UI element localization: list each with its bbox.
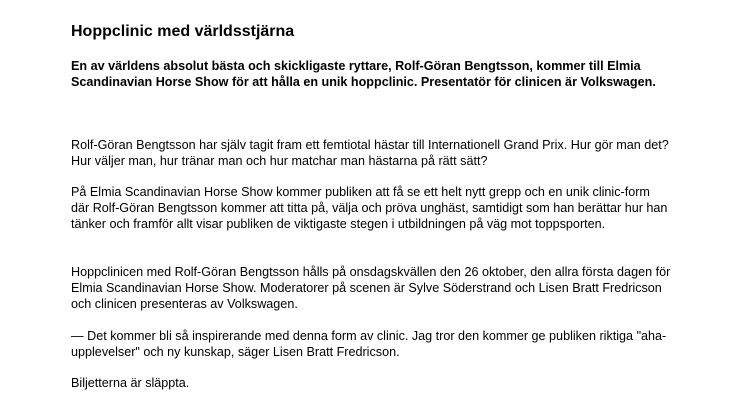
article-paragraph: Hoppclinicen med Rolf-Göran Bengtsson hålls på onsdagskvällen den 26 oktober, den allra första dagen för Elmia Scandinavian Horse Show. Moderatorer på scenen är Sylve Söderstrand och Lisen Bratt Fredricson och clinicen presenteras av Volkswagen. xyxy=(71,265,671,311)
article-paragraph: Biljetterna är släppta. xyxy=(71,376,190,390)
article-paragraph: Rolf-Göran Bengtsson har själv tagit fram ett femtiotal hästar till Internationell Grand Prix. Hur gör man det? Hur väljer man, hur tränar man och hur matchar man hästarna på rätt sätt? xyxy=(71,138,669,168)
article-paragraph: — Det kommer bli så inspirerande med denna form av clinic. Jag tror den kommer ge publiken riktiga "aha-upplevelser" och ny kunskap, säger Lisen Bratt Fredricson. xyxy=(71,329,667,359)
article-lead: En av världens absolut bästa och skickligaste ryttare, Rolf-Göran Bengtsson, kommer till Elmia Scandinavian Horse Show för att hålla en unik hoppclinic. Presentatör för clinicen är Volkswagen. xyxy=(71,59,656,89)
article-title: Hoppclinic med världsstjärna xyxy=(71,23,295,40)
article-paragraph: På Elmia Scandinavian Horse Show kommer publiken att få se ett helt nytt grepp och en unik clinic-form där Rolf-Göran Bengtsson kommer att titta på, välja och pröva unghäst, samtidigt som han berättar hur han tänker och framför allt visar publiken de viktigaste stegen i utbildningen på väg mot toppsporten. xyxy=(71,185,668,231)
